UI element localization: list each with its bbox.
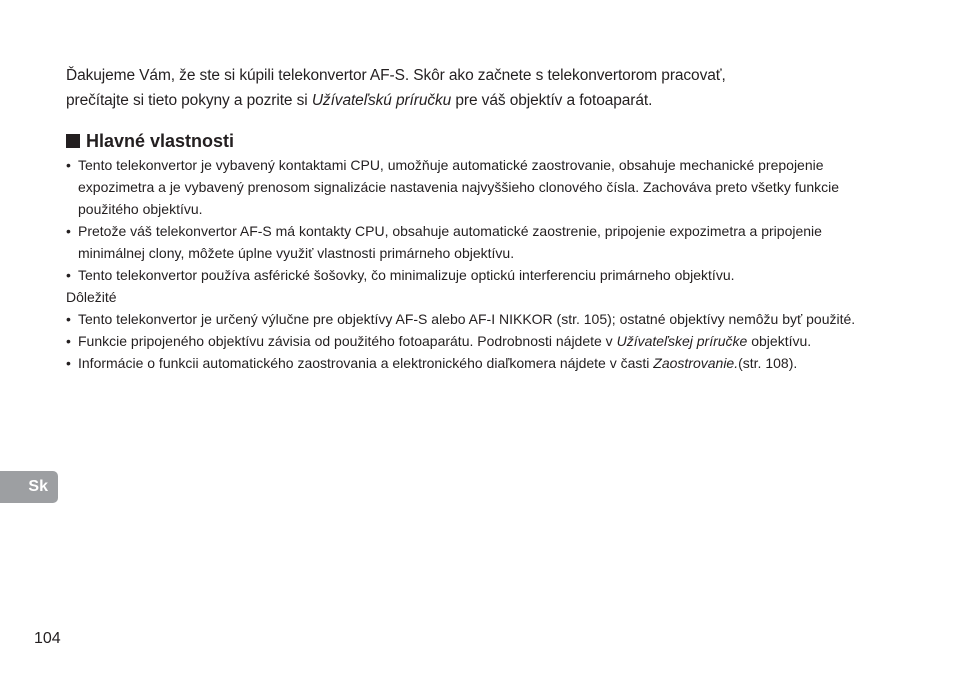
list-item-text: Funkcie pripojeného objektívu závisia od použitého fotoaparátu. Podrobnosti nájdete v — [78, 333, 617, 349]
list-item-text: Informácie o funkcii automatického zaostrovania a elektronického diaľkomera nájdete v časti — [78, 355, 654, 371]
list-item — [66, 220, 888, 264]
intro-line-2-end: pre váš objektív a fotoaparát. — [451, 92, 653, 109]
list-item — [66, 330, 888, 352]
intro-line-2-text: prečítajte si tieto pokyny a pozrite si — [66, 92, 312, 109]
bullet-icon: • — [66, 267, 71, 283]
bullet-icon: • — [66, 223, 71, 239]
list-item — [66, 154, 888, 220]
square-bullet-icon — [66, 134, 80, 148]
bullet-icon: • — [66, 333, 71, 349]
intro-paragraph — [66, 63, 886, 113]
section-heading — [66, 129, 234, 153]
focusing-reference: Zaostrovanie. — [653, 355, 739, 371]
features-list — [66, 154, 888, 286]
list-item-text: Pretože váš telekonvertor AF-S má kontakty CPU, obsahuje automatické zaostrenie, pripojenie expozimetra a pripojenie minimálnej clony, môžete úplne využiť vlastnosti primárneho objektívu. — [78, 223, 822, 261]
language-tab: Sk — [0, 471, 58, 503]
list-item-text: Tento telekonvertor je určený výlučne pre objektívy AF-S alebo AF-I NIKKOR (str. 105); ostatné objektívy nemôžu byť použité. — [78, 311, 856, 327]
page-number: 104 — [34, 630, 61, 647]
list-item — [66, 264, 888, 286]
section-heading-text: Hlavné vlastnosti — [86, 130, 235, 151]
list-item — [66, 308, 888, 330]
list-item-text-end: objektívu. — [747, 333, 812, 349]
important-label: Dôležité — [66, 289, 117, 305]
bullet-icon: • — [66, 355, 71, 371]
bullet-icon: • — [66, 311, 71, 327]
bullet-icon: • — [66, 157, 71, 173]
user-manual-reference: Užívateľskú príručku — [311, 92, 452, 109]
list-item-text: Tento telekonvertor používa asférické šošovky, čo minimalizuje optickú interferenciu primárneho objektívu. — [78, 267, 735, 283]
intro-line-1: Ďakujeme Vám, že ste si kúpili telekonvertor AF-S. Skôr ako začnete s telekonvertorom pracovať, — [66, 67, 726, 84]
list-item-text-end: (str. 108). — [738, 355, 798, 371]
list-item-text: Tento telekonvertor je vybavený kontaktami CPU, umožňuje automatické zaostrovanie, obsahuje mechanické prepojenie expozimetra a je vybavený prenosom signalizácie nastavenia najvyššieho clonového čísla. Zachováva preto všetky funkcie použitého objektívu. — [78, 157, 840, 217]
list-item — [66, 352, 888, 374]
important-list — [66, 308, 888, 374]
manual-reference: Užívateľskej príručke — [616, 333, 748, 349]
